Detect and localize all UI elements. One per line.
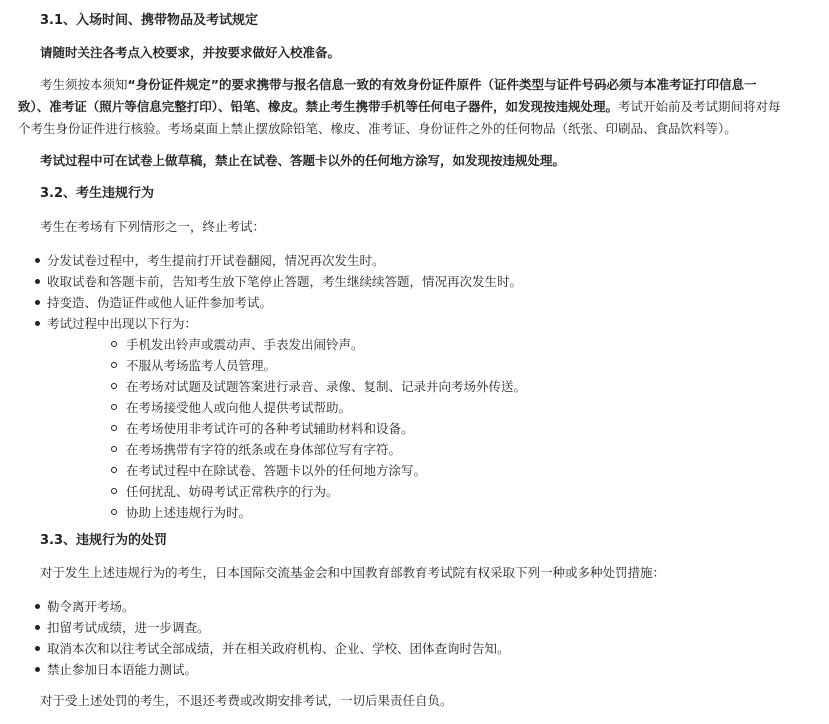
violation-intro: 考生在考场有下列情形之一，终止考试： bbox=[40, 219, 266, 234]
section-3-2-heading: 3.2、考生违规行为 bbox=[40, 186, 155, 201]
list-item: 取消本次和以往考试全部成绩，并在相关政府机构、企业、学校、团体查询时告知。 bbox=[0, 638, 829, 659]
list-item: 手机发出铃声或震动声、手表发出闹铃声。 bbox=[47, 334, 829, 355]
list-item: 任何扰乱、妨碍考试正常秩序的行为。 bbox=[47, 481, 829, 502]
list-item: 在考场使用非考试许可的各种考试辅助材料和设备。 bbox=[47, 418, 829, 439]
list-item: 考试过程中出现以下行为： 手机发出铃声或震动声、手表发出闹铃声。 不服从考场监考人员管理。 在考场对试题及试题答案进行录音、录像、复制、记录并向考场外传送。 在考场接受他人或向他人提供考试帮助。 在考场使用非考试许可的各种考试辅助材料和设备。 在考场携带有字符的纸条或在身体部位写有字符。 在考试过程中在除试卷、答题卡以外的任何地方涂写。 任何扰乱、妨碍考试正常秩序的行为。 协助上述违规行为时。 bbox=[0, 313, 829, 523]
penalty-list bbox=[0, 596, 829, 680]
list-item: 在考场对试题及试题答案进行录音、录像、复制、记录并向考场外传送。 bbox=[47, 376, 829, 397]
id-requirement-paragraph bbox=[18, 74, 783, 140]
id-paragraph-rule: “身份证件规定”的要求携带与报名信息一致的有效身份证件原件（证件类型与证件号码必须与本准考证打印信息一致）、准考证（照片等信息完整打印）、铅笔、橡皮。禁止考生携带手机等任何电子器件，如发现按违规处理。 bbox=[18, 77, 757, 114]
list-item: 勒令离开考场。 bbox=[0, 596, 829, 617]
entry-notice: 请随时关注各考点入校要求，并按要求做好入校准备。 bbox=[40, 45, 341, 60]
list-item: 在考场接受他人或向他人提供考试帮助。 bbox=[47, 397, 829, 418]
draft-rule: 考试过程中可在试卷上做草稿，禁止在试卷、答题卡以外的任何地方涂写，如发现按违规处理。 bbox=[40, 153, 566, 168]
list-item: 持变造、伪造证件或他人证件参加考试。 bbox=[0, 292, 829, 313]
section-3-3-heading: 3.3、违规行为的处罚 bbox=[40, 533, 168, 548]
penalty-closing: 对于受上述处罚的考生，不退还考费或改期安排考试，一切后果责任自负。 bbox=[40, 693, 453, 708]
list-item: 协助上述违规行为时。 bbox=[47, 502, 829, 523]
id-paragraph-check: 考试开始前及考试期间将对每个考生身份证件进行核验。考场桌面上禁止摆放除铅笔、橡皮、准考证、身份证件之外的任何物品（纸张、印刷品、食品饮料等）。 bbox=[18, 99, 781, 136]
penalty-intro: 对于发生上述违规行为的考生，日本国际交流基金会和中国教育部教育考试院有权采取下列一种或多种处罚措施： bbox=[40, 565, 666, 580]
list-item: 不服从考场监考人员管理。 bbox=[47, 355, 829, 376]
id-paragraph-lead: 考生须按本须知 bbox=[40, 77, 128, 92]
list-item: 收取试卷和答题卡前，告知考生放下笔停止答题，考生继续续答题，情况再次发生时。 bbox=[0, 271, 829, 292]
list-item: 在考场携带有字符的纸条或在身体部位写有字符。 bbox=[47, 439, 829, 460]
list-item: 禁止参加日本语能力测试。 bbox=[0, 659, 829, 680]
violation-list bbox=[0, 250, 829, 523]
list-item: 分发试卷过程中，考生提前打开试卷翻阅，情况再次发生时。 bbox=[0, 250, 829, 271]
section-3-1-heading: 3.1、入场时间、携带物品及考试规定 bbox=[40, 13, 259, 28]
list-item: 扣留考试成绩，进一步调查。 bbox=[0, 617, 829, 638]
list-item: 在考试过程中在除试卷、答题卡以外的任何地方涂写。 bbox=[47, 460, 829, 481]
violation-sublist bbox=[47, 334, 829, 523]
